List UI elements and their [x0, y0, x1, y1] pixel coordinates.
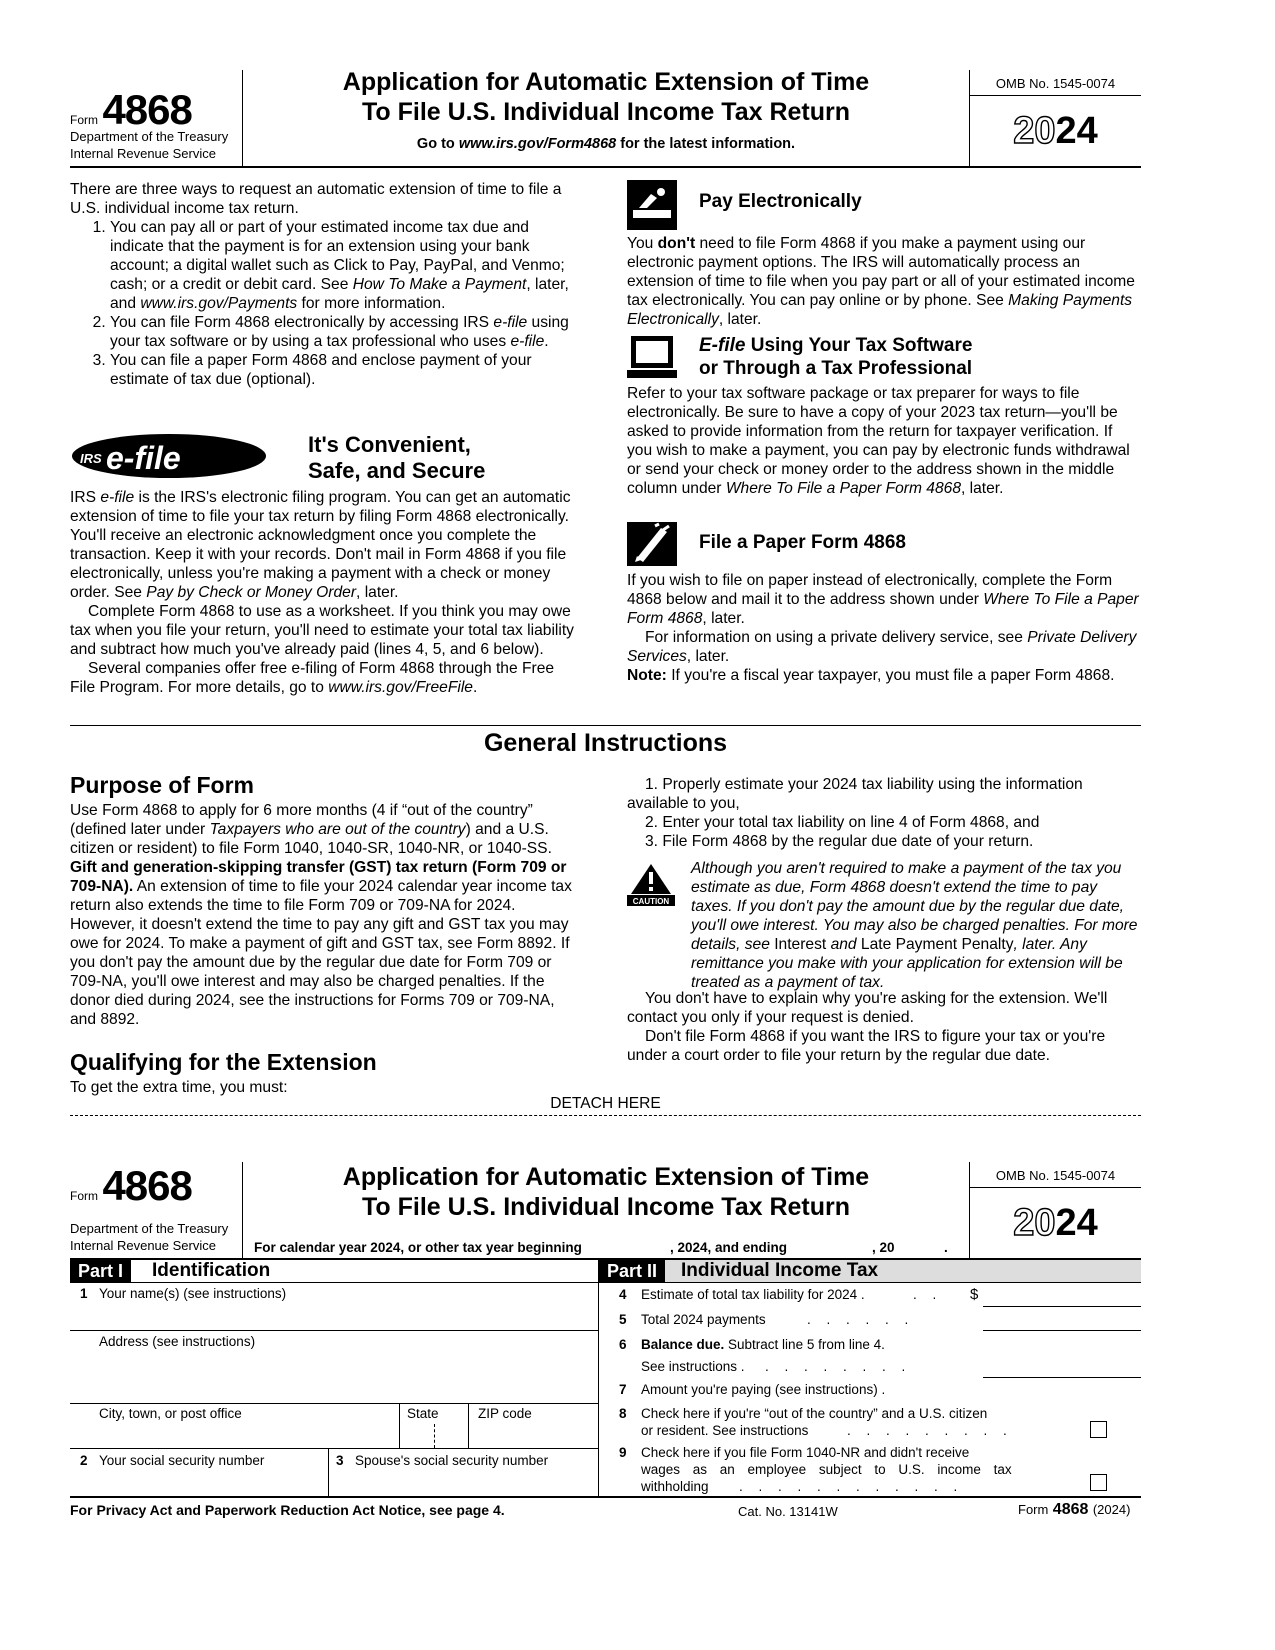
way-2: 2. You can file Form 4868 electronically by accessing IRS e-file using your tax software or by using a tax professional who uses e-file. — [110, 313, 582, 351]
way-1: 1. You can pay all or part of your estimated income tax due and indicate that the payment is for an extension using your bank account; a digital wallet such as Click to Pay, PayPal, and Venmo; cash; or a credit or debit card. See How To Make a Payment, later, and www.irs.gov/Payments for more information. — [110, 218, 582, 313]
dept-line-2: Internal Revenue Service — [70, 146, 216, 161]
computer-icon — [627, 334, 677, 380]
efile-para-2: Complete Form 4868 to use as a worksheet. If you think you may owe tax when you file your return, you'll need to estimate your total tax liability and subtract how much you've already paid (lines 4, 5, and 6 below). — [70, 603, 574, 658]
efile-software-title: E-file Using Your Tax Software or Through a Tax Professional — [699, 335, 973, 379]
voucher-header — [70, 1162, 1141, 1258]
spouse-ssn-label: Spouse's social security number — [355, 1453, 549, 1468]
zip-label: ZIP code — [478, 1406, 532, 1421]
left-column — [70, 180, 582, 389]
name-label: Your name(s) (see instructions) — [99, 1286, 287, 1301]
paper-title: File a Paper Form 4868 — [699, 532, 906, 553]
pay-electronically-icon — [627, 180, 677, 230]
pay-electronically-title: Pay Electronically — [699, 191, 862, 212]
and-ending: , 2024, and ending — [670, 1240, 788, 1255]
comma-20: , 20 — [872, 1240, 895, 1255]
convenient-heading: It's Convenient, Safe, and Secure — [308, 432, 486, 483]
part2-title: Individual Income Tax — [681, 1260, 879, 1281]
caution-label: CAUTION — [632, 897, 670, 906]
efile-description — [70, 488, 582, 697]
irs-efile-logo — [70, 432, 268, 480]
voucher-omb: OMB No. 1545-0074 — [995, 1168, 1116, 1183]
way-3: 3. You can file a paper Form 4868 and enclose payment of your estimate of tax due (optional). — [110, 351, 582, 389]
detach-here: DETACH HERE — [550, 1095, 661, 1112]
detach-line[interactable] — [70, 1115, 1141, 1116]
privacy-notice: For Privacy Act and Paperwork Reduction Act Notice, see page 4. — [70, 1502, 505, 1518]
period: . — [944, 1240, 948, 1255]
logo-irs-text: IRS — [80, 451, 102, 466]
note-text: Note: If you're a fiscal year taxpayer, you must file a paper Form 4868. — [627, 667, 1115, 684]
paper-text: If you wish to file on paper instead of electronically, complete the Form 4868 below and mail it to the address shown under Where To File a Paper Form 4868, later. For information on using a private delivery service, see Private Delivery Services, later. Note: If you're a fiscal year taxpayer, you must file a paper Form 4868. — [627, 571, 1141, 685]
voucher-title: Application for Automatic Extension of Time To File U.S. Individual Income Tax Return — [342, 1163, 870, 1221]
explain-text: You don't have to explain why you're asking for the extension. We'll contact you only if your request is denied. Don't file Form 4868 if you want the IRS to figure your tax or you're under a court order to file your return by the regular due date. — [627, 989, 1141, 1065]
intro-text: There are three ways to request an automatic extension of time to file a U.S. individual income tax return. — [70, 181, 562, 217]
city-field[interactable] — [70, 1404, 399, 1448]
dont-file-text: Don't file Form 4868 if you want the IRS to figure your tax or you're under a court order to file your return by the regular due date. — [627, 1028, 1106, 1064]
department — [70, 128, 228, 162]
logo-efile-text: e-file — [106, 440, 181, 476]
ssn-field[interactable]: 2 Your social security number — [80, 1453, 265, 1468]
step-2: 2. Enter your total tax liability on line 4 of Form 4868, and — [645, 814, 1040, 831]
pds-text: For information on using a private delivery service, see Private Delivery Services, later. — [627, 629, 1137, 665]
line-5-amount[interactable] — [983, 1310, 1141, 1331]
voucher-form-id: Form 4868 — [70, 1162, 192, 1209]
qualifying-steps — [627, 775, 1141, 851]
dept-line-1: Department of the Treasury — [70, 129, 229, 144]
spouse-ssn-field[interactable]: 3 Spouse's social security number — [336, 1453, 549, 1468]
paper-pen-icon — [627, 522, 677, 566]
form-title — [242, 67, 970, 127]
efile-para-1: IRS e-file is the IRS's electronic filing program. You can get an automatic extension of time to file your tax return by filing Form 4868 electronically. You'll receive an electronic acknowledgment once you complete the transaction. Keep it with your records. Don't mail in Form 4868 if you file electronically, unless you're making a payment with a check or money order. See Pay by Check or Money Order, later. — [70, 489, 571, 601]
part2-tag: Part II — [599, 1260, 665, 1282]
top-header — [70, 66, 1141, 166]
irs-url[interactable]: www.irs.gov/Form4868 — [458, 136, 617, 152]
ways-list — [70, 218, 582, 389]
tax-year: 2024 — [1013, 110, 1098, 152]
city-label: City, town, or post office — [99, 1406, 242, 1421]
line-7-amount[interactable] — [983, 1382, 1141, 1402]
footer-form-id: Form 4868 (2024) — [1018, 1501, 1131, 1518]
form-number: 4868 — [102, 86, 192, 133]
goto-line: Go to www.irs.gov/Form4868 for the latest information. — [416, 136, 796, 152]
voucher-year: 2024 — [1013, 1202, 1098, 1244]
calendar-year-line: For calendar year 2024, or other tax year beginning — [254, 1240, 582, 1255]
name-field[interactable]: 1 Your name(s) (see instructions) — [80, 1286, 287, 1301]
form-word: Form — [70, 113, 98, 127]
purpose-text: Use Form 4868 to apply for 6 more months (4 if “out of the country” (defined later under Taxpayers who are out of the country) and a U.S. citizen or resident) to file Form 1040, 1040-SR, 1040-NR, or 1040-SS. Gift and generation-skipping transfer (GST) tax return (Form 709 or 709-NA). An extension of time to file your 2024 calendar year income tax return also extends the time to file Form 709 or 709-NA for 2024. However, it doesn't extend the time to pay any gift and GST tax you may owe for 2024. To make a payment of gift and GST tax, see Form 8892. If you don't pay the amount due by the regular due date for Form 709 or 709-NA, you'll owe interest and may also be charged penalties. If the donor died during 2024, see the instructions for Forms 709 or 709-NA, and 8892. — [70, 801, 584, 1029]
zip-field[interactable] — [469, 1404, 598, 1448]
efile-para-3: Several companies offer free e-filing of Form 4868 through the Free File Program. For more details, go to www.irs.gov/FreeFile. — [70, 660, 555, 696]
address-field[interactable] — [70, 1332, 598, 1402]
purpose-heading: Purpose of Form — [70, 772, 255, 798]
title-line-2: To File U.S. Individual Income Tax Return — [361, 98, 851, 126]
part1-tag: Part I — [70, 1260, 131, 1282]
part1-title: Identification — [152, 1260, 271, 1281]
caution-text: Although you aren't required to make a payment of the tax you estimate as due, Form 4868 doesn't extend the time to pay taxes. If you don't pay the amount due by the regular due date, you'll owe interest. You may also be charged penalties. For more details, see Interest and Late Payment Penalty, later. Any remittance you make with your application for extension will be treated as a payment of tax. — [691, 860, 1138, 991]
line-9-checkbox[interactable] — [1090, 1474, 1107, 1491]
title-line-1: Application for Automatic Extension of Time — [342, 68, 870, 96]
voucher-department: Department of the Treasury Internal Revenue Service — [70, 1221, 229, 1253]
pay-electronically-text: You don't need to file Form 4868 if you make a payment using our electronic payment options. The IRS will automatically process an extension of time to file when you pay part or all of your estimated income tax electronically. You can pay online or by phone. See Making Payments Electronically, later. — [627, 235, 1135, 328]
address-label: Address (see instructions) — [99, 1334, 256, 1349]
gst-text: Gift and generation-skipping transfer (GST) tax return (Form 709 or 709-NA). An extension of time to file your 2024 calendar year income tax return also extends the time to file Form 709 or 709-NA for 2024. However, it doesn't extend the time to pay any gift and GST tax you may owe for 2024. To make a payment of gift and GST tax, see Form 8892. If you don't pay the amount due by the regular due date for Form 709 or 709-NA, you'll owe interest and may also be charged penalties. If the donor died during 2024, see the instructions for Forms 709 or 709-NA, and 8892. — [70, 859, 572, 1028]
qualifying-heading: Qualifying for the Extension — [70, 1049, 377, 1075]
efile-software-text: Refer to your tax software package or tax preparer for ways to file electronically. Be sure to have a copy of your 2023 tax return—you'll be asked to provide information from the return for taxpayer verification. If you wish to make a payment, you can pay by electronic funds withdrawal or send your check or money order to the address shown in the middle column under Where To File a Paper Form 4868, later. — [627, 385, 1130, 497]
step-1: 1. Properly estimate your 2024 tax liability using the information available to you, — [627, 776, 1083, 812]
qualifying-text: To get the extra time, you must: — [70, 1079, 288, 1096]
state-divider — [434, 1424, 435, 1448]
omb-number: OMB No. 1545-0074 — [995, 76, 1116, 91]
ssn-label: Your social security number — [99, 1453, 265, 1468]
line-8-checkbox[interactable] — [1090, 1421, 1107, 1438]
line-6-amount[interactable] — [983, 1357, 1141, 1378]
general-instructions-heading: General Instructions — [483, 729, 728, 757]
form-id — [70, 86, 192, 134]
state-label: State — [407, 1406, 439, 1421]
cat-number: Cat. No. 13141W — [738, 1504, 838, 1519]
line-4-amount[interactable] — [983, 1286, 1141, 1307]
step-3: 3. File Form 4868 by the regular due date of your return. — [645, 833, 1034, 850]
